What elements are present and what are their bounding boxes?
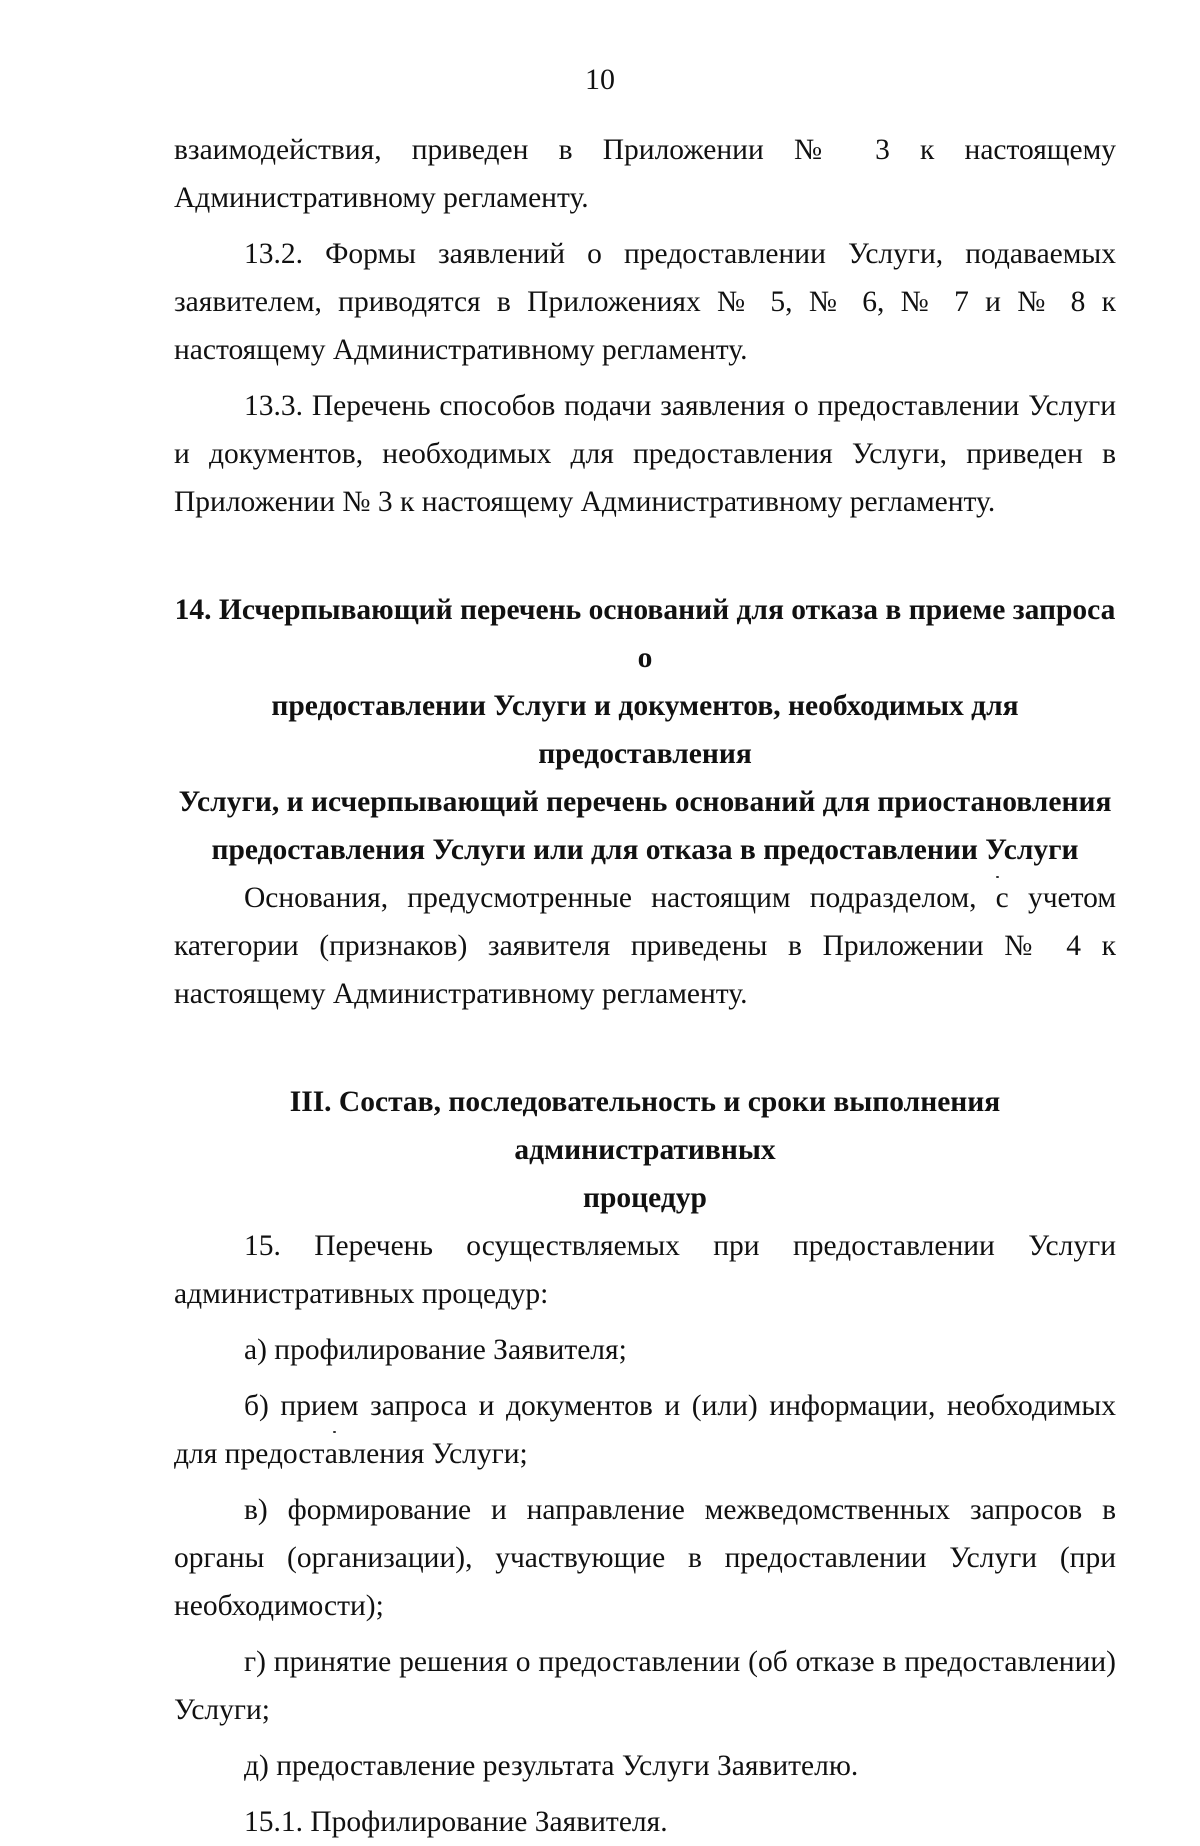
paragraph-15-1: 15.1. Профилирование Заявителя.: [244, 1806, 668, 1838]
section-3-heading: [174, 1078, 1116, 1222]
paragraph-15: 15. Перечень осуществляемых при предоставлении Услуги административных процедур:: [174, 1230, 1116, 1310]
paragraph-continuation-line-1: взаимодействия, приведен в Приложении № 3 к настоящему: [174, 134, 1116, 166]
scan-speck: [333, 1431, 336, 1433]
section-14-heading-line-1: 14. Исчерпывающий перечень оснований для отказа в приеме запроса о: [174, 594, 1116, 674]
paragraph-13-2: 13.2. Формы заявлений о предоставлении Услуги, подаваемых заявителем, приводятся в Приложениях № 5, № 6, № 7 и № 8 к настоящему Административному регламенту.: [174, 238, 1116, 366]
procedure-item-g: г) принятие решения о предоставлении (об отказе в предоставлении) Услуги;: [174, 1646, 1116, 1726]
procedure-item-b: б) прием запроса и документов и (или) информации, необходимых для предоставления Услуги;: [174, 1390, 1116, 1470]
scan-speck: [996, 876, 999, 878]
procedure-item-d: д) предоставление результата Услуги Заявителю.: [244, 1750, 859, 1782]
procedure-item-v: в) формирование и направление межведомственных запросов в органы (организации), участвующие в предоставлении Услуги (при необходимости);: [174, 1494, 1116, 1622]
paragraph-continuation-line-2: Административному регламенту.: [174, 182, 589, 214]
section-14-heading-line-2: предоставлении Услуги и документов, необходимых для предоставления: [271, 690, 1019, 770]
procedure-item-a: а) профилирование Заявителя;: [244, 1334, 627, 1366]
document-body: [174, 126, 1116, 1846]
section-3-heading-line-1: III. Состав, последовательность и сроки выполнения административных: [289, 1086, 1001, 1166]
section-14-heading-line-4: предоставления Услуги или для отказа в предоставлении Услуги: [211, 834, 1079, 866]
section-3-heading-line-2: процедур: [583, 1182, 707, 1214]
page-number: 10: [585, 63, 615, 96]
paragraph-13-3: 13.3. Перечень способов подачи заявления о предоставлении Услуги и документов, необходимых для предоставления Услуги, приведен в Приложении № 3 к настоящему Административному регламенту.: [174, 390, 1116, 518]
section-14-heading-line-3: Услуги, и исчерпывающий перечень оснований для приостановления: [178, 786, 1112, 818]
section-14-body: Основания, предусмотренные настоящим подразделом, с учетом категории (признаков) заявителя приведены в Приложении № 4 к настоящему Административному регламенту.: [174, 882, 1116, 1010]
section-14-heading: [174, 586, 1116, 874]
